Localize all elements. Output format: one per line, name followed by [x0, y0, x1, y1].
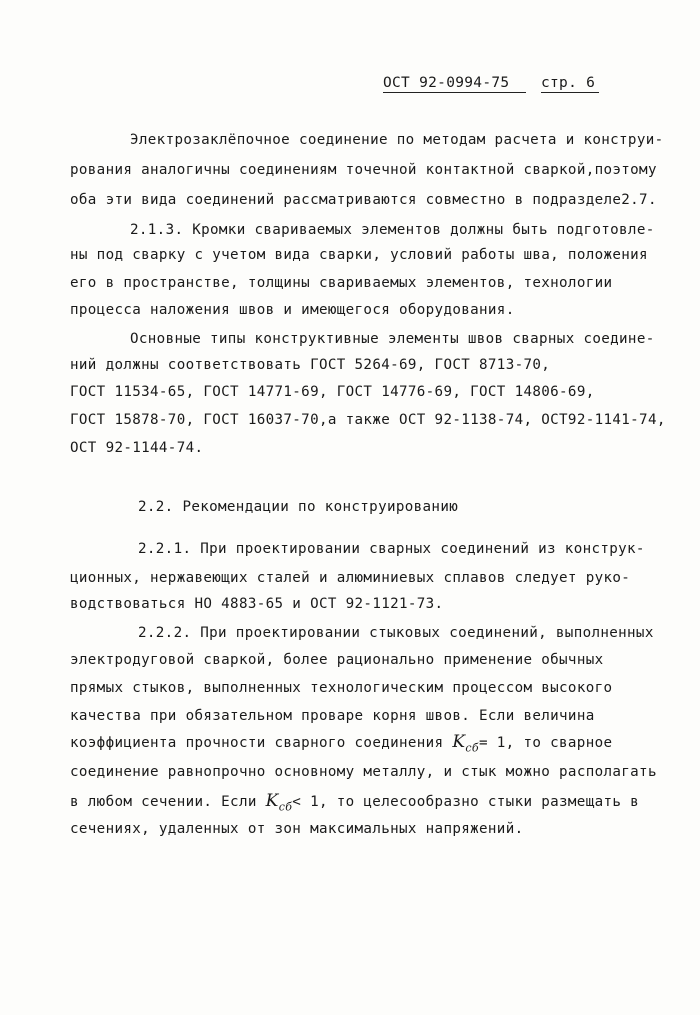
text-line: ОСТ 92-1144-74.: [70, 440, 204, 456]
text-fragment: в любом сечении. Если: [70, 794, 257, 810]
text-line: оба эти вида соединений рассматриваются совместно в подразделе2.7.: [70, 192, 657, 208]
text-line: ГОСТ 15878-70, ГОСТ 16037-70,а также ОСТ 92-1138-74, ОСТ92-1141-74,: [70, 412, 666, 428]
coefficient-symbol: $K_{сб}$: [452, 732, 479, 755]
text-line: ний должны соответствовать ГОСТ 5264-69, ГОСТ 8713-70,: [70, 357, 551, 373]
section-2-2-1-text: 2.2.1. При проектировании сварных соединений из конструк-: [138, 541, 645, 557]
text-line: рования аналогичны соединениям точечной контактной сваркой,поэтому: [70, 162, 657, 178]
section-2-1-3-text: 2.1.3. Кромки свариваемых элементов должны быть подготовле-: [130, 222, 655, 238]
text-fragment: коэффициента прочности сварного соединения: [70, 735, 444, 751]
text-line: Основные типы конструктивные элементы швов сварных соедине-: [130, 331, 655, 347]
text-line: ГОСТ 11534-65, ГОСТ 14771-69, ГОСТ 14776-69, ГОСТ 14806-69,: [70, 384, 595, 400]
text-line: ны под сварку с учетом вида сварки, условий работы шва, положения: [70, 247, 648, 263]
text-line: Электрозаклёпочное соединение по методам расчета и конструи-: [130, 132, 664, 148]
text-line: [70, 733, 650, 757]
page-header: [383, 75, 599, 93]
section-heading: 2.2. Рекомендации по конструированию: [138, 499, 459, 515]
text-line: ционных, нержавеющих сталей и алюминиевых сплавов следует руко-: [70, 570, 631, 586]
document-number: ОСТ 92-0994-75: [383, 75, 526, 93]
text-line: прямых стыков, выполненных технологическим процессом высокого: [70, 680, 613, 696]
section-2-2-2-text: 2.2.2. При проектировании стыковых соединений, выполненных: [138, 625, 654, 641]
text-line: сечениях, удаленных от зон максимальных напряжений.: [70, 821, 524, 837]
text-line: качества при обязательном проваре корня швов. Если величина: [70, 708, 595, 724]
text-line: его в пространстве, толщины свариваемых элементов, технологии: [70, 275, 613, 291]
text-line: электродуговой сваркой, более рационально применение обычных: [70, 652, 604, 668]
text-fragment: = 1, то сварное: [479, 735, 613, 751]
page-number: стр. 6: [541, 75, 599, 93]
text-line: водствоваться НО 4883-65 и ОСТ 92-1121-73.: [70, 596, 444, 612]
text-line: процесса наложения швов и имеющегося оборудования.: [70, 302, 515, 318]
text-fragment: < 1, то целесообразно стыки размещать в: [292, 794, 640, 810]
coefficient-symbol: $K_{сб}$: [265, 791, 293, 814]
text-line: [70, 792, 650, 816]
text-line: соединение равнопрочно основному металлу, и стык можно располагать: [70, 764, 657, 780]
